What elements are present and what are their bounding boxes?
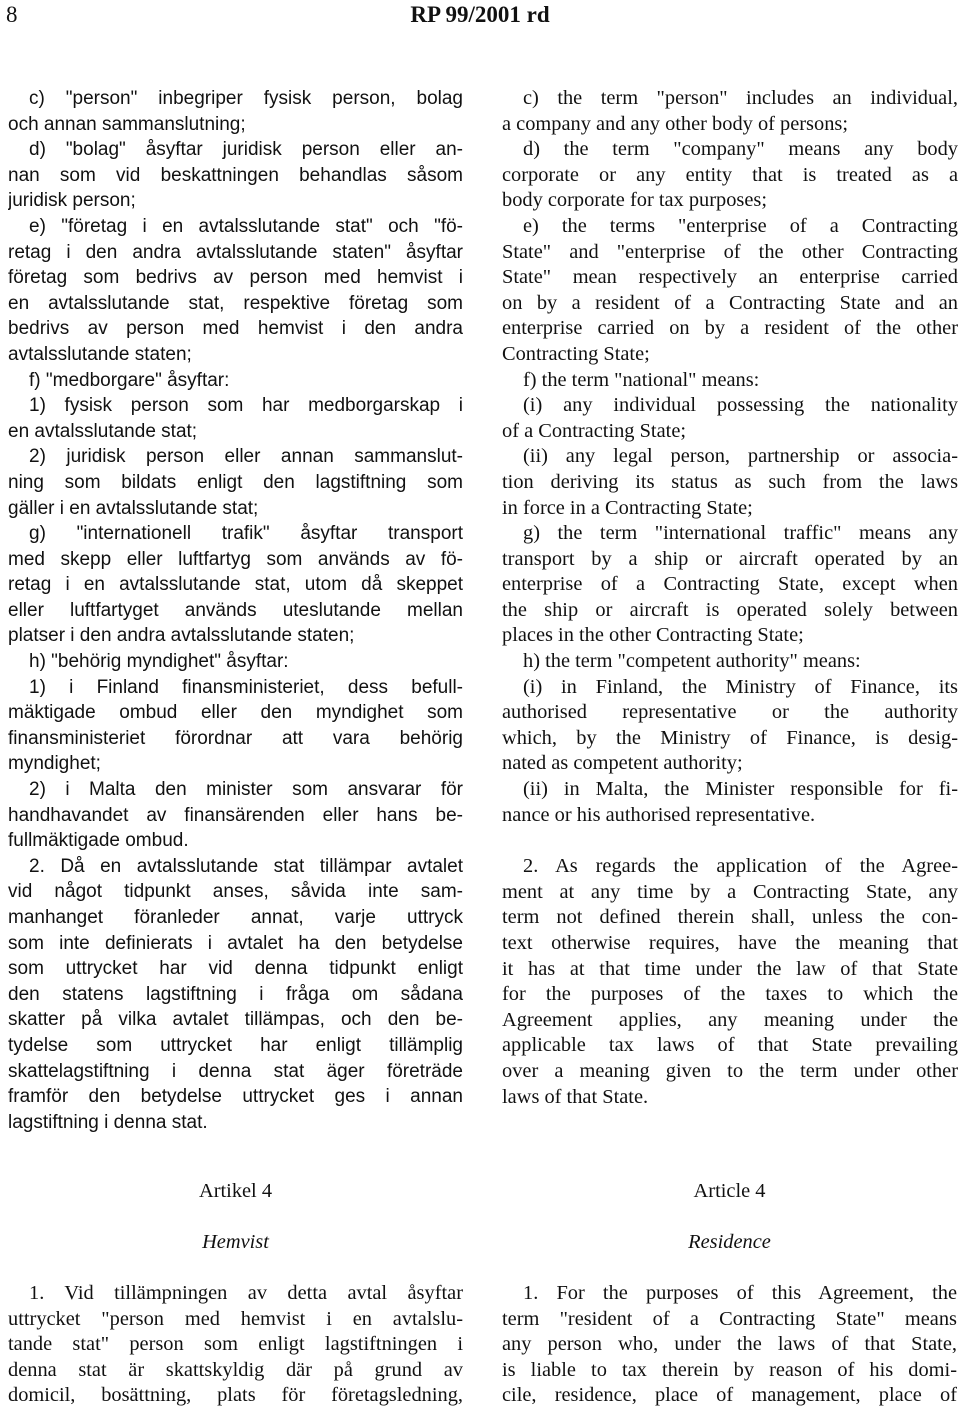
text-line: uttrycket "person med hemvist i en avtalslu- [8,1307,463,1330]
english-text-column [502,86,958,1110]
text-line: platser i den andra avtalsslutande staten; [8,625,355,647]
text-line: 2. As regards the application of the Agree- [523,855,958,878]
text-line: lagstiftning i denna stat. [8,1111,208,1133]
article-heading-en: Article 4 [693,1180,766,1202]
text-line: retag i den andra avtalsslutande staten" åsyftar [8,241,463,263]
text-line: 2) i Malta den minister som ansvarar för [29,779,463,801]
text-line: over a meaning given to the term under other [502,1059,958,1082]
text-line: finansministeriet förordnar att vara behörig [8,727,463,749]
text-line: on by a resident of a Contracting State and an [502,291,958,314]
text-line: which, by the Ministry of Finance, is desig- [502,726,958,749]
text-line: retag i en avtalsslutande stat, utom då skeppet [8,574,463,596]
text-line: domicil, bosättning, plats för företagsledning, [8,1384,463,1407]
text-line: h) the term "competent authority" means: [523,650,861,673]
text-line: State" and "enterprise of the other Contracting [502,240,958,263]
text-line: d) "bolag" åsyftar juridisk person eller an- [29,139,463,161]
text-line: it has at that time under the law of that State [502,957,958,980]
text-line: (ii) in Malta, the Minister responsible for fi- [523,778,958,801]
text-line: for the purposes of the taxes to which the [502,983,958,1006]
text-line: applicable tax laws of that State prevailing [502,1034,958,1057]
text-line: avtalsslutande staten; [8,343,192,365]
text-line: is liable to tax therein by reason of his domi- [502,1358,957,1381]
text-line: c) "person" inbegriper fysisk person, bolag [29,88,463,109]
text-line: gäller i en avtalsslutande stat; [8,497,259,519]
text-line: 1) i Finland finansministeriet, dess befull- [29,676,463,698]
text-line: med skepp eller luftfartyg som används av fö- [8,548,463,570]
text-line: 1) fysisk person som har medborgarskap i [29,395,463,417]
text-line: manhanget föranleder annat, varje uttryck [8,907,463,928]
text-line: e) "företag i en avtalsslutande stat" och "fö- [29,215,463,237]
text-line: g) "internationell trafik" åsyftar transport [29,523,463,545]
text-line: bedrivs av person med hemvist i den andra [8,318,463,340]
text-line: skattelagstiftning i denna stat äger företräde [8,1060,463,1082]
text-line: nated as competent authority; [502,752,743,775]
text-line: nance or his authorised representative. [502,803,816,826]
text-line: a company and any other body of persons; [502,112,848,135]
text-line: text otherwise requires, have the meaning that [502,932,958,954]
text-line: som inte definierats i avtalet ha den betydelse [8,932,463,954]
text-line: (i) any individual possessing the nationality [523,394,958,417]
text-line: f) the term "national" means: [523,368,760,391]
text-line: the ship or aircraft is operated solely between [502,598,958,621]
text-line: denna stat är skattskyldig där på grund av [8,1358,463,1381]
text-line: e) the terms "enterprise of a Contracting [523,214,958,237]
text-line: företag som bedrivs av person med hemvist i [8,267,463,289]
text-line: ning som bildats enligt den lagstiftning som [8,471,463,493]
text-line: handhavandet av finansärenden eller hans be- [8,804,463,826]
text-line: 1. Vid tillämpningen av detta avtal åsyftar [29,1282,463,1304]
text-line: of a Contracting State; [502,419,687,442]
article-title-en: Residence [688,1231,771,1253]
text-line: any person who, under the laws of that State, [502,1333,957,1356]
swedish-text-column [8,86,463,1135]
article-title-sv: Hemvist [202,1231,269,1253]
text-line: ment at any time by a Contracting State, any [502,880,958,903]
text-line: och annan sammanslutning; [8,113,246,135]
text-line: enterprise carried on by a resident of the other [502,317,958,340]
text-line: g) the term "international traffic" means any [523,522,958,545]
article-body-sv [8,1281,463,1409]
text-line: laws of that State. [502,1085,649,1108]
document-title: RP 99/2001 rd [410,2,550,27]
text-line: c) the term "person" includes an individual, [523,87,958,109]
article-body-en [502,1281,957,1409]
text-line: Contracting State; [502,342,650,365]
text-line: tydelse som uttrycket har enligt tillämplig [8,1034,463,1056]
text-line: term "resident of a Contracting State" means [502,1307,957,1330]
text-line: en avtalsslutande stat, respektive företag som [8,292,463,314]
text-line: nan som vid beskattningen behandlas såsom [8,164,463,186]
text-line: authorised representative or the authority [502,701,958,724]
text-line: 2) juridisk person eller annan sammanslut- [29,446,463,468]
text-line: juridisk person; [8,190,136,212]
text-line: en avtalsslutande stat; [8,420,198,442]
text-line: enterprise of a Contracting State, except when [502,573,958,596]
text-line: State" mean respectively an enterprise carried [502,266,958,289]
text-line: Agreement applies, any meaning under the [502,1008,958,1031]
text-line: transport by a ship or aircraft operated by an [502,547,958,570]
text-line: corporate or any entity that is treated as a [502,163,958,186]
text-line: places in the other Contracting State; [502,624,804,647]
text-line: tion deriving its status as such from the laws [502,470,958,493]
text-line: tande stat" person som enligt lagstiftningen i [8,1333,463,1356]
text-line: in force in a Contracting State; [502,496,753,519]
text-line: cile, residence, place of management, place of [502,1384,957,1407]
text-line: f) "medborgare" åsyftar: [29,369,230,391]
text-line: skatter på vilka avtalet tillämpas, och den be- [8,1009,463,1031]
page-number: 8 [6,2,18,27]
text-line: term not defined therein shall, unless the con- [502,906,958,929]
text-line: eller luftfartyget används uteslutande mellan [8,599,463,621]
text-line: mäktigade ombud eller den myndighet som [8,702,463,724]
text-line: som uttrycket har vid denna tidpunkt enligt [8,958,463,980]
text-line: framför den betydelse uttrycket ges i annan [8,1086,463,1108]
text-line: h) "behörig myndighet" åsyftar: [29,651,289,673]
text-line: den statens lagstiftning i fråga om sådana [8,983,463,1005]
text-line: d) the term "company" means any body [523,138,958,161]
text-line: myndighet; [8,753,101,775]
text-line: fullmäktigade ombud. [8,830,189,852]
text-line: 2. Då en avtalsslutande stat tillämpar avtalet [29,855,463,877]
text-line: body corporate for tax purposes; [502,189,767,212]
text-line: (ii) any legal person, partnership or associa- [523,445,958,468]
article-heading-sv: Artikel 4 [198,1180,273,1202]
text-line: 1. For the purposes of this Agreement, the [523,1282,957,1304]
text-line: vid något tidpunkt anses, såvida inte sam- [8,881,463,903]
text-line: (i) in Finland, the Ministry of Finance, its [523,675,958,698]
